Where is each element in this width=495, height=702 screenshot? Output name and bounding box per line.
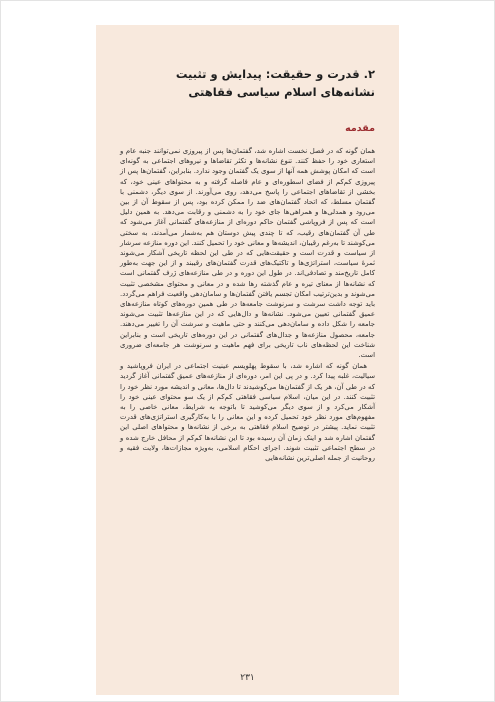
body-paragraph-2: همان گونه که اشاره شد، با سقوط پهلویسم عینیت اجتماعی در ایران فروپاشید و سیالیت، غلبه پیدا کرد. و در پی این امر، دوره‌ای از منازعه‌های عمیق گفتمانی آغاز گردید که در طی آن، هر یک از گفتمان‌ها می‌کوشیدند تا دال‌ها، معانی و اندیشه مورد نظر خود را تثبیت کنند. در این میان، اسلام سیاسی فقاهتی کم‌کم از یک سو محتوای عینی خود را آشکار می‌کرد و از سوی دیگر می‌کوشید تا باتوجه به شرایط، معانی خاصی را به مفهوم‌های مورد نظر خود تحمیل کرده و این معانی را با به‌کارگیری استراتژی‌های قدرت تثبیت نماید. پیشتر در توضیح اسلام فقاهتی به برخی از نشانه‌ها و محتواهای اصلی این گفتمان اشاره شد و اینک زمان آن رسیده بود تا این نشانه‌ها کم‌کم از محافل خارج شده و در سطح اجتماعی تثبیت شوند. اجرای احکام اسلامی، به‌ویژه مجازات‌ها، ولایت فقیه و روحانیت از جمله اصلی‌ترین نشانه‌هایی [120,362,375,463]
body-paragraph-1: همان گونه که در فصل نخست اشاره شد، گفتمان‌ها پس از پیروزی نمی‌توانند جنبه عام و استعاری خود را حفظ کنند. تنوع نشانه‌ها و تکثر تقاضاها و نیروهای اجتماعی به گونه‌ای است که امکان پوشش همه آنها از سوی یک گفتمان وجود ندارد. بنابراین، گفتمان‌ها پس از پیروزی کم‌کم از فضای اسطوره‌ای و عام فاصله گرفته و به محتواهای عینی خود، که بخشی از تقاضاهای اجتماعی را پاسخ می‌دهد، روی می‌آورند. از سوی دیگر، دشمنی با گفتمان مسلط، که اتحاد گفتمان‌های ضد را ممکن کرده بود، پس از سقوط آن از بین می‌رود و همدلی‌ها و همراهی‌ها جای خود را به دشمنی و رقابت می‌دهد. به همین دلیل است که پس از فروپاشی گفتمان حاکم دوره‌ای از منازعه‌های گفتمانی آغاز می‌شود که طی آن گفتمان‌های رقیب، که تا چندی پیش دوستان هم به‌شمار می‌آمدند، به سختی می‌کوشند تا به‌رغم رقیبان، اندیشه‌ها و معانی خود را تحمیل کنند. این دوره منازعه سرشار از سیاست و قدرت است و حقیقت‌هایی که در طی این لحظه تاریخی آشکار می‌شوند ثمرهٔ سیاست، استراتژی‌ها و تاکتیک‌های قدرت گفتمان‌های رقیبند و از این جهت به‌طور کامل تاریخ‌مند و تصادفی‌اند. در طول این دوره و در طی منازعه‌های ژرف گفتمانی است که نشانه‌ها از معنای تیره و عام گذشته رها شده و در معانی و محتوای مشخصی تثبیت می‌شوند و بدین‌ترتیب امکان تجسم یافتن گفتمان‌ها و سامان‌دهی واقعیت فراهم می‌گردد. باید توجه داشت سرشت و سرنوشت جامعه‌ها در طی همین دوره‌های کوتاه منازعه‌های عمیق گفتمانی تعیین می‌شود. نشانه‌ها و دال‌هایی که در این منازعه‌ها تثبیت می‌شوند جامعه را شکل داده و سامان‌دهی می‌کنند و حتی ماهیت و سرشت آن را تغییر می‌دهند. جامعه، محصول منازعه‌ها و جدال‌های گفتمانی در این دوره‌های تاریخی است و بنابراین شناخت این لحظه‌های ناب تاریخی برای فهم ماهیت و سرنوشت هر جامعه‌ای ضروری است. [120,147,375,360]
document-page [96,25,399,695]
page-number: ۲۳۱ [240,673,255,683]
chapter-title: ۲. قدرت و حقیقت: پیدایش و تثبیت نشانه‌های اسلام سیاسی فقاهتی [175,67,375,99]
section-title: مقدمه [345,123,375,134]
